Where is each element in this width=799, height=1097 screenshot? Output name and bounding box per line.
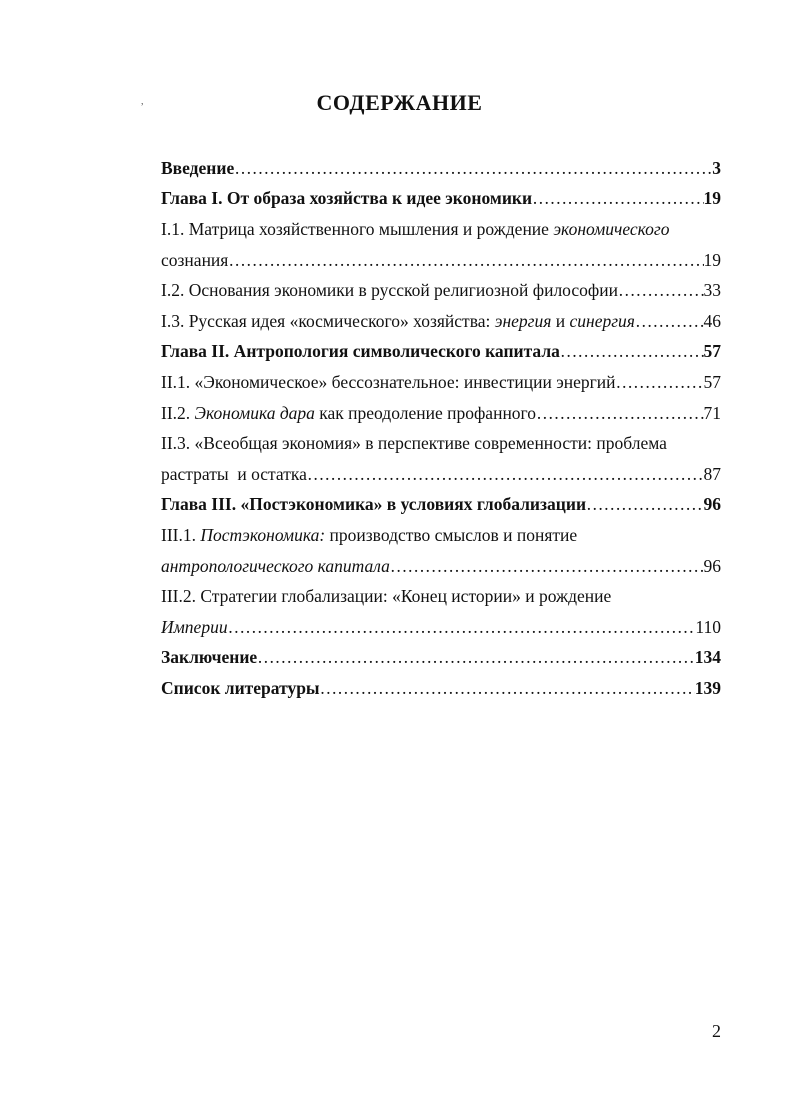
toc-entry-italic: Экономика дара [194,402,315,423]
toc-entry-3-2[interactable] [161,581,721,612]
dot-leader [257,647,695,668]
toc-entry-3-1[interactable] [161,520,721,551]
toc-entry-text: I.2. Основания экономики в русской религиозной философии [161,280,618,301]
toc-entry-conclusion[interactable] [161,643,721,674]
toc-page: 134 [694,647,721,668]
toc-page: 19 [703,188,721,209]
toc-entry-1-1[interactable] [161,214,721,245]
dot-leader [635,311,704,332]
toc-entry-chapter-1[interactable] [161,184,721,215]
toc-entry-1-1-cont[interactable] [161,245,721,276]
scan-mark: , [141,96,144,107]
toc-entry-text: сознания [161,249,229,270]
dot-leader [234,158,712,179]
toc-entry-italic: синергия [569,310,635,331]
toc-entry-chapter-2[interactable] [161,337,721,368]
toc-page: 71 [703,402,721,423]
toc-entry-text: Глава III. «Постэкономика» в условиях глобализации [161,494,587,515]
toc-entry-text: Список литературы [161,677,320,698]
toc-entry-italic: Постэкономика: [200,524,326,545]
dot-leader [532,188,703,209]
toc-entry-text: Глава II. Антропология символического капитала [161,341,560,362]
toc-entry-text: I.3. Русская идея «космического» хозяйства: [161,310,495,331]
toc-entry-prefix: II.2. [161,402,195,423]
table-of-contents [161,153,721,704]
dot-leader [560,341,704,362]
dot-leader [228,250,703,271]
toc-page: 33 [703,280,721,301]
toc-page: 139 [694,677,721,698]
toc-entry-bibliography[interactable] [161,673,721,704]
toc-entry-text: II.3. «Всеобщая экономия» в перспективе современности: проблема [161,433,667,454]
toc-page: 57 [703,341,721,362]
toc-page: 46 [703,310,721,331]
toc-page: 87 [703,463,721,484]
toc-entry-2-3[interactable] [161,428,721,459]
toc-entry-italic: экономического [553,218,670,239]
page-title: СОДЕРЖАНИЕ [316,90,483,115]
toc-entry-text: как преодоление профанного [314,402,537,423]
dot-leader [536,403,703,424]
toc-entry-2-1[interactable] [161,367,721,398]
toc-entry-intro[interactable] [161,153,721,184]
toc-entry-text: Заключение [161,647,258,668]
dot-leader [390,556,704,577]
toc-entry-3-2-cont[interactable] [161,612,721,643]
toc-entry-text: растраты и остатка [161,463,307,484]
toc-entry-text: производство смыслов и понятие [325,524,578,545]
toc-page: 19 [703,249,721,270]
dot-leader [228,617,696,638]
toc-entry-text: Глава I. От образа хозяйства к идее экономики [161,188,533,209]
toc-entry-text: III.2. Стратегии глобализации: «Конец истории» и рождение [161,586,612,607]
toc-entry-italic: антропологического капитала [161,555,390,576]
dot-leader [616,372,704,393]
toc-entry-text: Введение [161,157,235,178]
toc-page: 110 [695,616,721,637]
dot-leader [320,678,695,699]
toc-entry-2-3-cont[interactable] [161,459,721,490]
toc-entry-text: I.1. Матрица хозяйственного мышления и рождение [161,218,554,239]
toc-page: 96 [703,555,721,576]
dot-leader [586,494,703,515]
toc-entry-text: и [551,310,570,331]
dot-leader [307,464,704,485]
toc-entry-1-2[interactable] [161,275,721,306]
toc-entry-italic: энергия [494,310,552,331]
toc-entry-2-2[interactable] [161,398,721,429]
page-number: 2 [712,1021,721,1041]
toc-entry-text: III.1. [161,524,201,545]
toc-page: 96 [703,494,721,515]
toc-page: 3 [712,157,721,178]
dot-leader [618,280,704,301]
toc-entry-text: II.1. «Экономическое» бессознательное: инвестиции энергий [161,371,616,392]
toc-entry-1-3[interactable] [161,306,721,337]
toc-entry-chapter-3[interactable] [161,490,721,521]
toc-page: 57 [703,371,721,392]
toc-entry-italic: Империи [161,616,228,637]
toc-entry-3-1-cont[interactable] [161,551,721,582]
